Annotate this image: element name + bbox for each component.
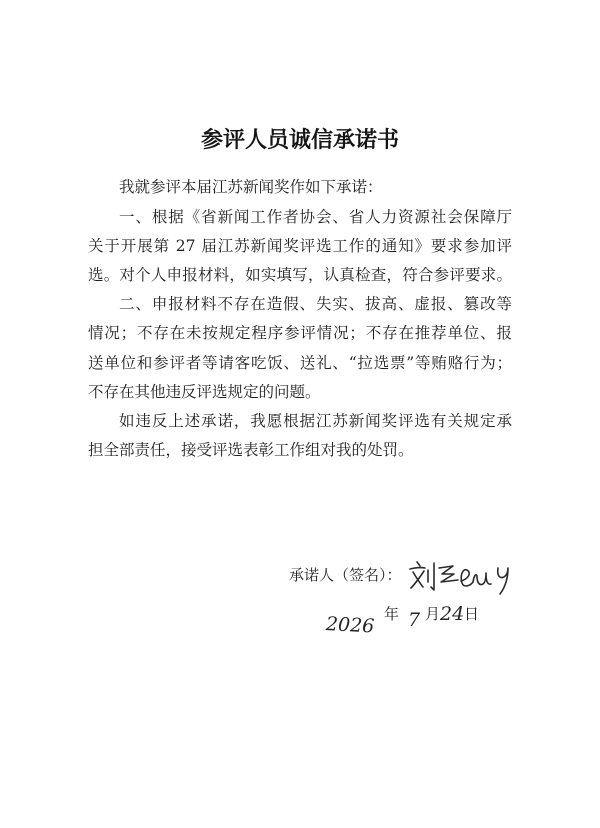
handwritten-signature — [404, 555, 516, 597]
month-unit-label: 月 — [425, 605, 441, 623]
year-unit-label: 年 — [384, 605, 400, 623]
paragraph-one-line: 一、根据《省新闻工作者协会、省人力资源社会保障厅 — [119, 207, 512, 226]
paragraph-two-line: 送单位和参评者等请客吃饭、送礼、“拉选票”等贿赂行为； — [88, 353, 512, 372]
paragraph-two-line: 二、申报材料不存在造假、失实、拔高、虚报、篡改等 — [119, 295, 512, 314]
paragraph-three-line: 担全部责任，接受评选表彰工作组对我的处罚。 — [88, 441, 414, 460]
signature-label: 承诺人（签名）： — [289, 566, 402, 584]
document-body — [88, 173, 512, 465]
handwritten-month: 7 — [408, 609, 421, 631]
paragraph-one-line: 选。对个人申报材料，如实填写，认真检查，符合参评要求。 — [88, 265, 512, 284]
paragraph-three-line: 如违反上述承诺，我愿根据江苏新闻奖评选有关规定承 — [119, 411, 512, 430]
day-unit-label: 日 — [464, 605, 480, 623]
document-title: 参评人员诚信承诺书 — [200, 127, 399, 153]
paragraph-intro-line: 我就参评本届江苏新闻奖作如下承诺： — [119, 178, 383, 197]
handwritten-day: 24 — [440, 603, 465, 625]
paragraph-two-line: 情况；不存在未按规定程序参评情况；不存在推荐单位、报 — [88, 324, 512, 343]
paragraph-two-line: 不存在其他违反评选规定的问题。 — [88, 382, 321, 401]
handwritten-year: 2026 — [325, 613, 375, 638]
paragraph-one-line: 关于开展第 27 届江苏新闻奖评选工作的通知》要求参加评 — [88, 236, 512, 255]
